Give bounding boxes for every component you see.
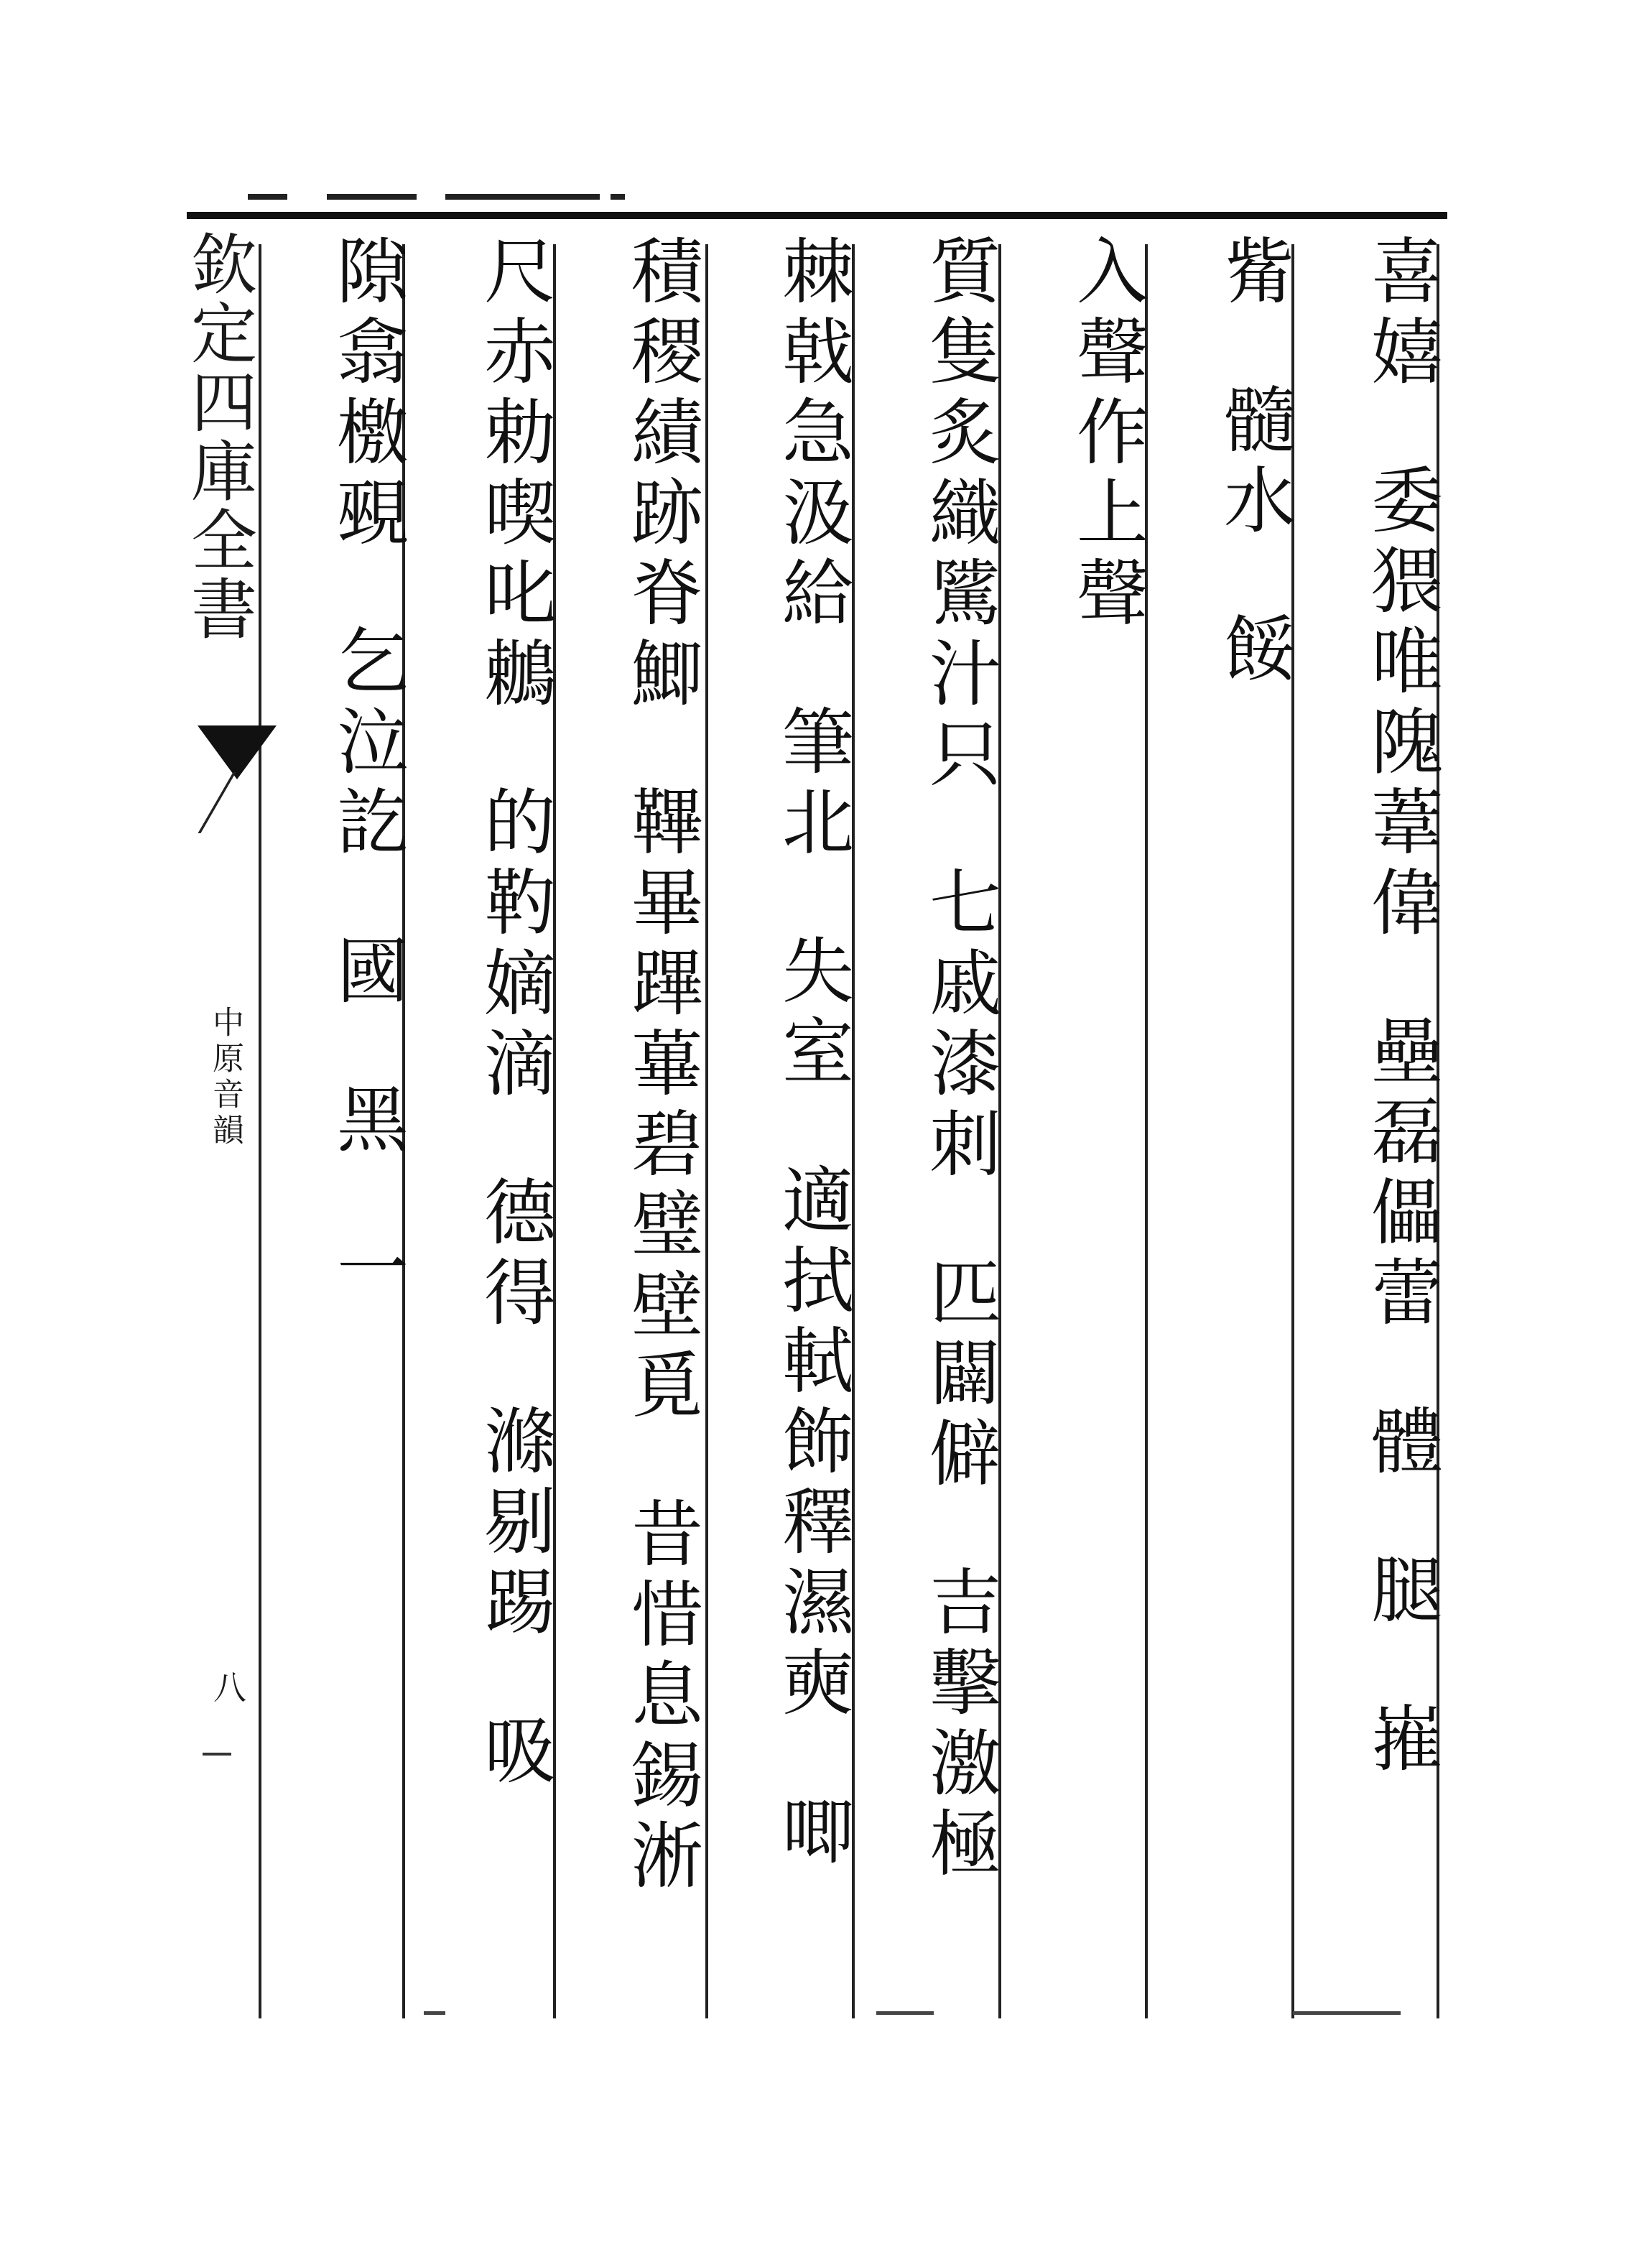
rhyme-group: 七戚漆刺 xyxy=(917,865,1001,1187)
rhyme-group: 德得 xyxy=(472,1174,556,1335)
text-column xyxy=(1314,233,1443,2015)
column-divider xyxy=(705,244,708,2018)
rhyme-group: 積稷績跡脊鯽 xyxy=(619,233,703,716)
column-divider xyxy=(259,244,261,2018)
rhyme-group: 黑 xyxy=(325,1082,409,1162)
rhyme-group: 腿 xyxy=(1359,1552,1443,1633)
rhyme-group: 滌剔踢 xyxy=(472,1404,556,1645)
rhyme-group: 乞泣訖 xyxy=(325,623,409,865)
text-column xyxy=(725,233,854,2015)
rhyme-group: 喜嬉 xyxy=(1359,233,1443,394)
top-ornament-dash xyxy=(445,194,600,200)
rhyme-group: 一 xyxy=(325,1230,409,1311)
rhyme-group: 昔惜息錫淅 xyxy=(619,1496,703,1898)
rhyme-group: 質隻炙織騭汁只 xyxy=(917,233,1001,797)
margin-tick xyxy=(203,1753,231,1756)
rhyme-group: 吸 xyxy=(472,1713,556,1794)
rhyme-group: 隙翕檄覡 xyxy=(325,233,409,555)
rhyme-group: 鞸畢蹕蓽碧璧壁覓 xyxy=(619,784,703,1428)
fishtail-ornament xyxy=(198,725,277,779)
page-number: 八 xyxy=(208,1670,247,1703)
rhyme-group: 適拭軾飾釋濕奭 xyxy=(770,1162,854,1725)
rhyme-group: 髓水 xyxy=(1212,382,1296,543)
top-ornament-dash xyxy=(611,194,625,200)
section-title: 中原音韻 xyxy=(207,1006,243,1149)
book-title: 欽定四庫全書 xyxy=(180,230,257,644)
rhyme-group: 國 xyxy=(325,933,409,1014)
rhyme-group: 餒 xyxy=(1212,611,1296,692)
rhyme-group: 吉擊激極 xyxy=(917,1564,1001,1886)
text-column xyxy=(1167,233,1296,2015)
top-ornament-dash xyxy=(248,194,287,200)
rhyme-group: 棘戟急汲給 xyxy=(770,233,854,636)
rhyme-group: 尺赤勅喫叱鶒 xyxy=(472,233,556,716)
rhyme-group: 匹闢僻 xyxy=(917,1255,1001,1496)
rhyme-group: 唧 xyxy=(770,1794,854,1874)
rhyme-group: 委猥唯隗葦偉 xyxy=(1359,463,1443,945)
text-column xyxy=(280,233,409,2015)
rhyme-group: 筆北 xyxy=(770,704,854,865)
rhyme-group: 嶊 xyxy=(1359,1701,1443,1781)
text-column xyxy=(575,233,703,2015)
rhyme-group: 體 xyxy=(1359,1404,1443,1484)
top-ornament-dash xyxy=(327,194,417,200)
rhyme-group: 壘磊儡蕾 xyxy=(1359,1014,1443,1335)
rhyme-group: 的靮嫡滴 xyxy=(472,784,556,1106)
rhyme-group: 觜 xyxy=(1212,233,1296,314)
text-column xyxy=(427,233,556,2015)
text-column xyxy=(1020,233,1148,2015)
rhyme-group: 失室 xyxy=(770,933,854,1094)
rhyme-group: 入聲作上聲 xyxy=(1064,233,1148,636)
text-column xyxy=(873,233,1001,2015)
